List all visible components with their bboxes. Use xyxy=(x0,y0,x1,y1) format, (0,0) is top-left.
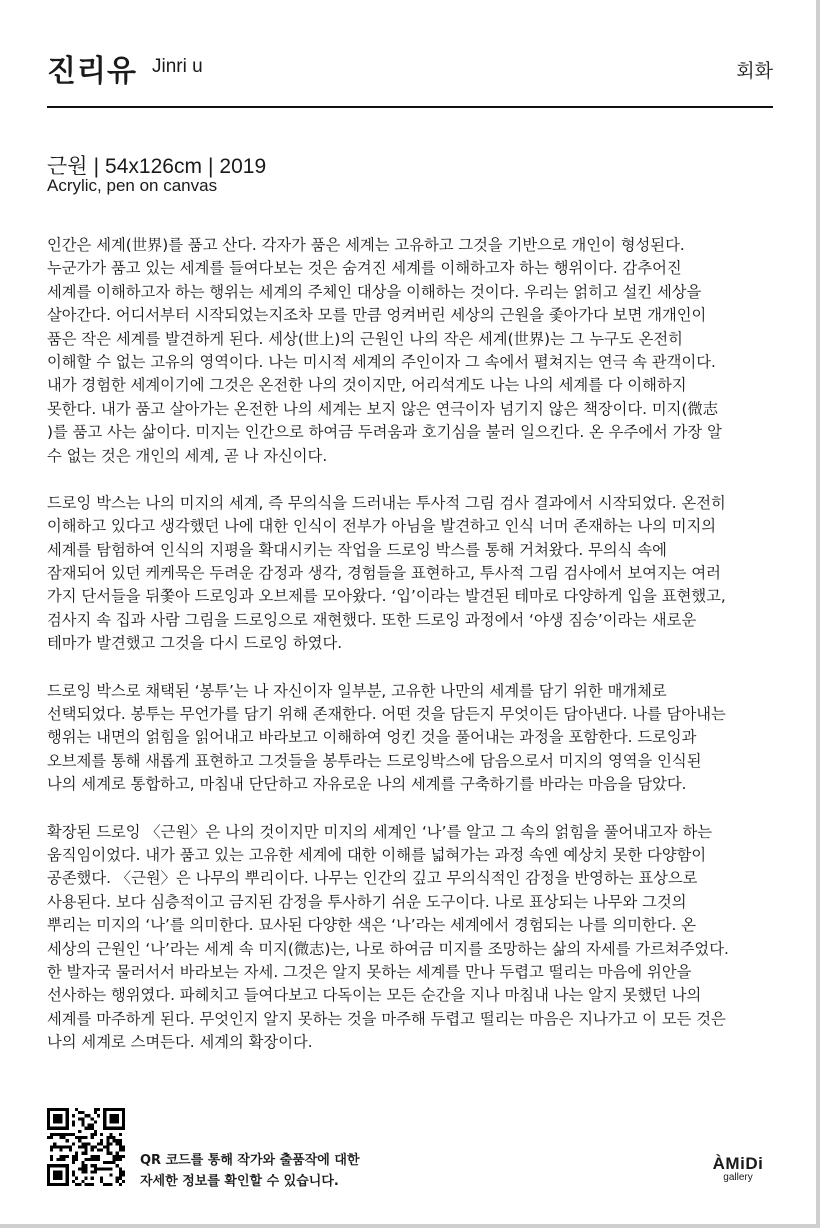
description-paragraph xyxy=(47,821,773,1055)
description-line: 공존했다. 〈근원〉은 나무의 뿌리이다. 나무는 인간의 깊고 무의식적인 감정을 반영하는 표상으로 xyxy=(47,869,698,888)
description-line: 세계를 이해하고자 하는 행위는 세계의 주체인 대상을 이해하는 것이다. 우리는 얽히고 설킨 세상을 xyxy=(47,282,702,301)
artwork-year: 2019 xyxy=(219,155,267,178)
artist-name-english: Jinri u xyxy=(152,56,203,77)
description-line: 살아간다. 어디서부터 시작되었는지조차 모를 만큼 엉켜버린 세상의 근원을 좇아가다 보면 개개인이 xyxy=(47,306,707,325)
description-line: 인간은 세계(世界)를 품고 산다. 각자가 품은 세계는 고유하고 그것을 기반으로 개인이 형성된다. xyxy=(47,236,685,254)
description-line: 한 발자국 물러서서 바라보는 자세. 그것은 알지 못하는 세계를 만나 두렵고 떨리는 마음에 위안을 xyxy=(47,962,692,981)
description-line: 행위는 내면의 얽힘을 읽어내고 바라보고 이해하여 엉킨 것을 풀어내는 과정을 포함한다. 드로잉과 xyxy=(47,728,697,747)
description-line: )를 품고 사는 삶이다. 미지는 인간으로 하여금 두려움과 호기심을 불러 일으킨다. 온 우주에서 가장 알 xyxy=(47,423,722,442)
description-paragraph xyxy=(47,492,773,656)
separator: | xyxy=(207,155,214,178)
separator: | xyxy=(93,155,100,178)
header xyxy=(47,46,773,89)
gallery-logo xyxy=(698,1154,778,1183)
description-line: 선택되었다. 봉투는 무언가를 담기 위해 존재한다. 어떤 것을 담든지 무엇이든 담아낸다. 나를 담아내는 xyxy=(47,705,726,724)
description-line: 나의 세계로 스며든다. 세계의 확장이다. xyxy=(47,1033,313,1052)
header-divider xyxy=(47,106,773,108)
description-line: 품은 작은 세계를 발견하게 된다. 세상(世上)의 근원인 나의 작은 세계(世界)는 그 누구도 온전히 xyxy=(47,329,683,348)
description-line: 잠재되어 있던 케케묵은 두려운 감정과 생각, 경험들을 표현하고, 투사적 그림 검사에서 보여지는 여러 xyxy=(47,564,721,583)
category-label: 회화 xyxy=(736,60,773,82)
qr-caption-line: QR 코드를 통해 작가와 출품작에 대한 xyxy=(140,1153,360,1168)
artist-name-korean: 진리유 xyxy=(47,54,137,89)
logo-subtitle: gallery xyxy=(723,1172,753,1183)
description-line: 오브제를 통해 새롭게 표현하고 그것들을 봉투라는 드로잉박스에 담음으로서 미지의 영역을 인식된 xyxy=(47,751,702,770)
artwork-description xyxy=(47,234,773,1079)
description-line: 나의 세계로 통합하고, 마침내 단단하고 자유로운 나의 세계를 구축하기를 바라는 마음을 담았다. xyxy=(47,775,687,794)
description-line: 사용된다. 보다 심층적이고 금지된 감정을 투사하기 쉬운 도구이다. 나로 표상되는 나무와 그것의 xyxy=(47,892,687,911)
qr-caption-line: 자세한 정보를 확인할 수 있습니다. xyxy=(140,1174,339,1189)
description-line: 드로잉 박스로 채택된 ‘봉투’는 나 자신이자 일부분, 고유한 나만의 세계를 담기 위한 매개체로 xyxy=(47,681,667,700)
description-line: 선사하는 행위였다. 파헤치고 들여다보고 다독이는 모든 순간을 지나 마침내 나는 알지 못했던 나의 xyxy=(47,986,702,1005)
description-line: 가지 단서들을 뒤쫓아 드로잉과 오브제를 모아왔다. ‘입’이라는 발견된 테마로 다양하게 입을 표현했고, xyxy=(47,587,726,606)
description-paragraph xyxy=(47,234,773,468)
description-line: 내가 경험한 세계이기에 그것은 온전한 나의 것이지만, 어리석게도 나는 나의 세계를 다 이해하지 xyxy=(47,376,687,395)
description-paragraph xyxy=(47,680,773,797)
description-line: 세계를 마주하게 된다. 무엇인지 알지 못하는 것을 마주해 두렵고 떨리는 마음은 지나가고 이 모든 것은 xyxy=(47,1009,726,1028)
description-line: 세계를 탐험하여 인식의 지평을 확대시키는 작업을 드로잉 박스를 통해 거쳐왔다. 무의식 속에 xyxy=(47,540,667,559)
description-line: 이해할 수 없는 고유의 영역이다. 나는 미시적 세계의 주인이자 그 속에서 펼쳐지는 연극 속 관객이다. xyxy=(47,352,716,371)
description-line: 움직임이었다. 내가 품고 있는 고유한 세계에 대한 이해를 넓혀가는 과정 속엔 예상치 못한 다양함이 xyxy=(47,845,707,864)
description-line: 수 없는 것은 개인의 세계, 곧 나 자신이다. xyxy=(47,446,328,465)
qr-caption xyxy=(140,1150,360,1192)
description-line: 뿌리는 미지의 ‘나’를 의미한다. 묘사된 다양한 색은 ‘나’라는 세계에서 경험되는 나를 의미한다. 온 xyxy=(47,916,697,935)
artwork-medium: Acrylic, pen on canvas xyxy=(47,176,218,195)
logo-wordmark: ÀMiDi xyxy=(712,1154,764,1173)
description-line: 이해하고 있다고 생각했던 나에 대한 인식이 전부가 아님을 발견하고 인식 너머 존재하는 나의 미지의 xyxy=(47,517,717,536)
qr-code-icon[interactable] xyxy=(47,1108,125,1186)
description-line: 확장된 드로잉 〈근원〉은 나의 것이지만 미지의 세계인 ‘나’를 알고 그 속의 얽힘을 풀어내고자 하는 xyxy=(47,822,713,841)
description-line: 누군가가 품고 있는 세계를 들여다보는 것은 숨겨진 세계를 이해하고자 하는 행위이다. 감추어진 xyxy=(47,259,682,278)
artwork-size: 54x126cm xyxy=(105,155,202,178)
description-line: 테마가 발견했고 그것을 다시 드로잉 하였다. xyxy=(47,634,343,653)
artwork-title: 근원 xyxy=(47,155,88,178)
description-line: 검사지 속 집과 사람 그림을 드로잉으로 재현했다. 또한 드로잉 과정에서 ‘야생 짐승’이라는 새로운 xyxy=(47,610,697,629)
description-line: 드로잉 박스는 나의 미지의 세계, 즉 무의식을 드러내는 투사적 그림 검사 결과에서 시작되었다. 온전히 xyxy=(47,493,726,512)
description-line: 세상의 근원인 ‘나’라는 세계 속 미지(微志)는, 나로 하여금 미지를 조망하는 삶의 자세를 가르쳐주었다. xyxy=(47,939,729,958)
description-line: 못한다. 내가 품고 살아가는 온전한 나의 세계는 보지 않은 연극이자 넘기지 않은 책장이다. 미지(微志 xyxy=(47,399,719,418)
